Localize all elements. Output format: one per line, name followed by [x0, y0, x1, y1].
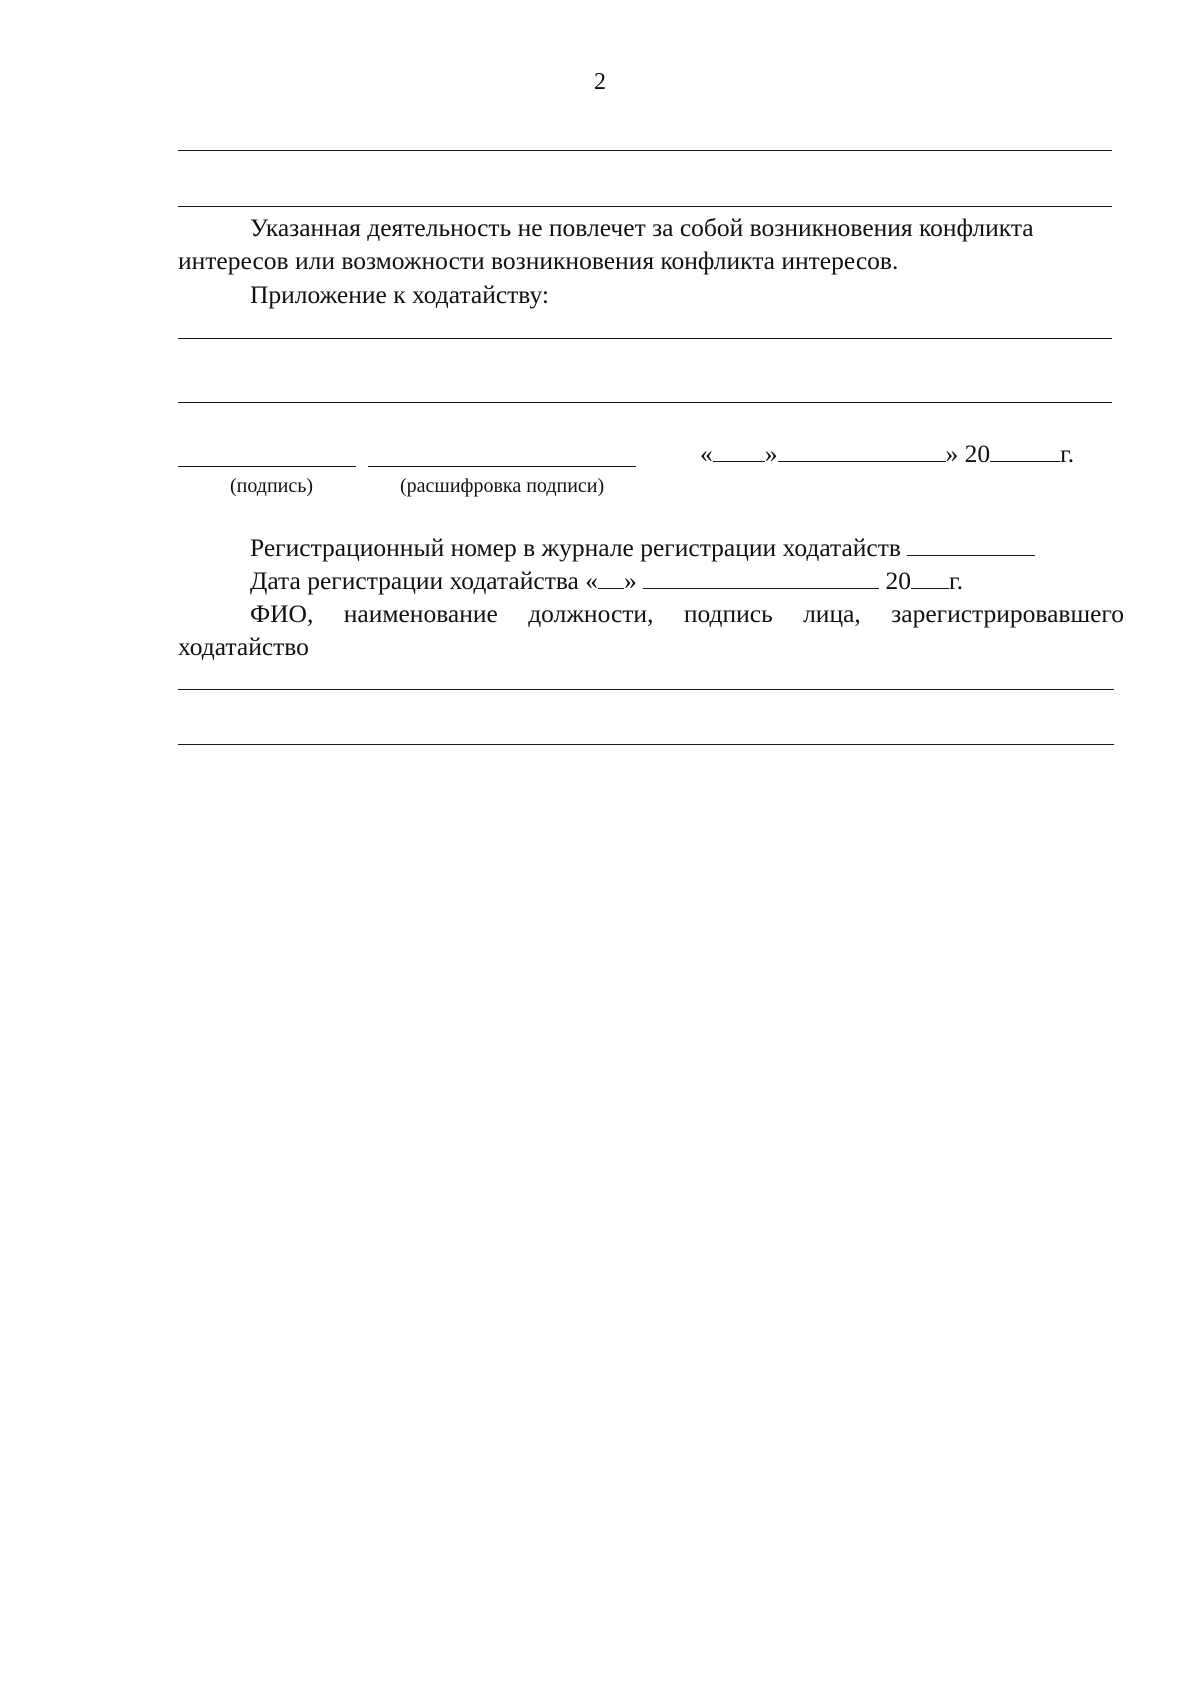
registration-year-blank — [911, 566, 949, 589]
conflict-paragraph-line-1: Указанная деятельность не повлечет за собой возникновения конфликта — [250, 213, 1034, 242]
signature-line — [178, 466, 356, 467]
registration-number-label: Регистрационный номер в журнале регистрации ходатайств — [250, 533, 901, 562]
registrar-line-2: ходатайство — [178, 632, 309, 661]
registrar-blank-line-1 — [178, 689, 1114, 690]
attachment-line-2 — [178, 402, 1112, 403]
registration-date-label: Дата регистрации ходатайства « — [250, 566, 598, 595]
registrar-blank-line-2 — [178, 744, 1114, 745]
date-year-prefix: » 20 — [945, 439, 991, 468]
blank-line-top-1 — [178, 150, 1112, 151]
registration-year-suffix: г. — [949, 566, 963, 595]
registration-number-blank — [907, 533, 1035, 556]
registration-number-field — [250, 532, 1035, 564]
year-blank — [990, 439, 1060, 462]
registration-date-field — [250, 565, 963, 597]
signature-decoding-caption: (расшифровка подписи) — [400, 475, 605, 497]
blank-line-top-2 — [178, 206, 1112, 207]
registration-date-close-quote: » — [624, 566, 637, 595]
registration-month-blank — [643, 566, 879, 589]
registration-day-blank — [598, 566, 624, 589]
registration-year-prefix: 20 — [885, 566, 911, 595]
attachment-label: Приложение к ходатайству: — [250, 280, 549, 309]
date-close-quote: » — [764, 439, 778, 468]
registrar-line-1: ФИО, наименование должности, подпись лица, зарегистрировавшего — [250, 599, 1124, 628]
month-blank — [778, 439, 946, 462]
signature-caption: (подпись) — [230, 475, 314, 497]
date-year-suffix: г. — [1060, 439, 1075, 468]
conflict-paragraph-line-2: интересов или возможности возникновения конфликта интересов. — [178, 246, 899, 275]
page-number: 2 — [594, 69, 606, 95]
signature-decoding-line — [368, 466, 636, 467]
day-blank — [713, 439, 765, 462]
attachment-line-1 — [178, 338, 1112, 339]
signature-date-field — [700, 438, 1074, 470]
date-open-quote: « — [700, 439, 713, 468]
